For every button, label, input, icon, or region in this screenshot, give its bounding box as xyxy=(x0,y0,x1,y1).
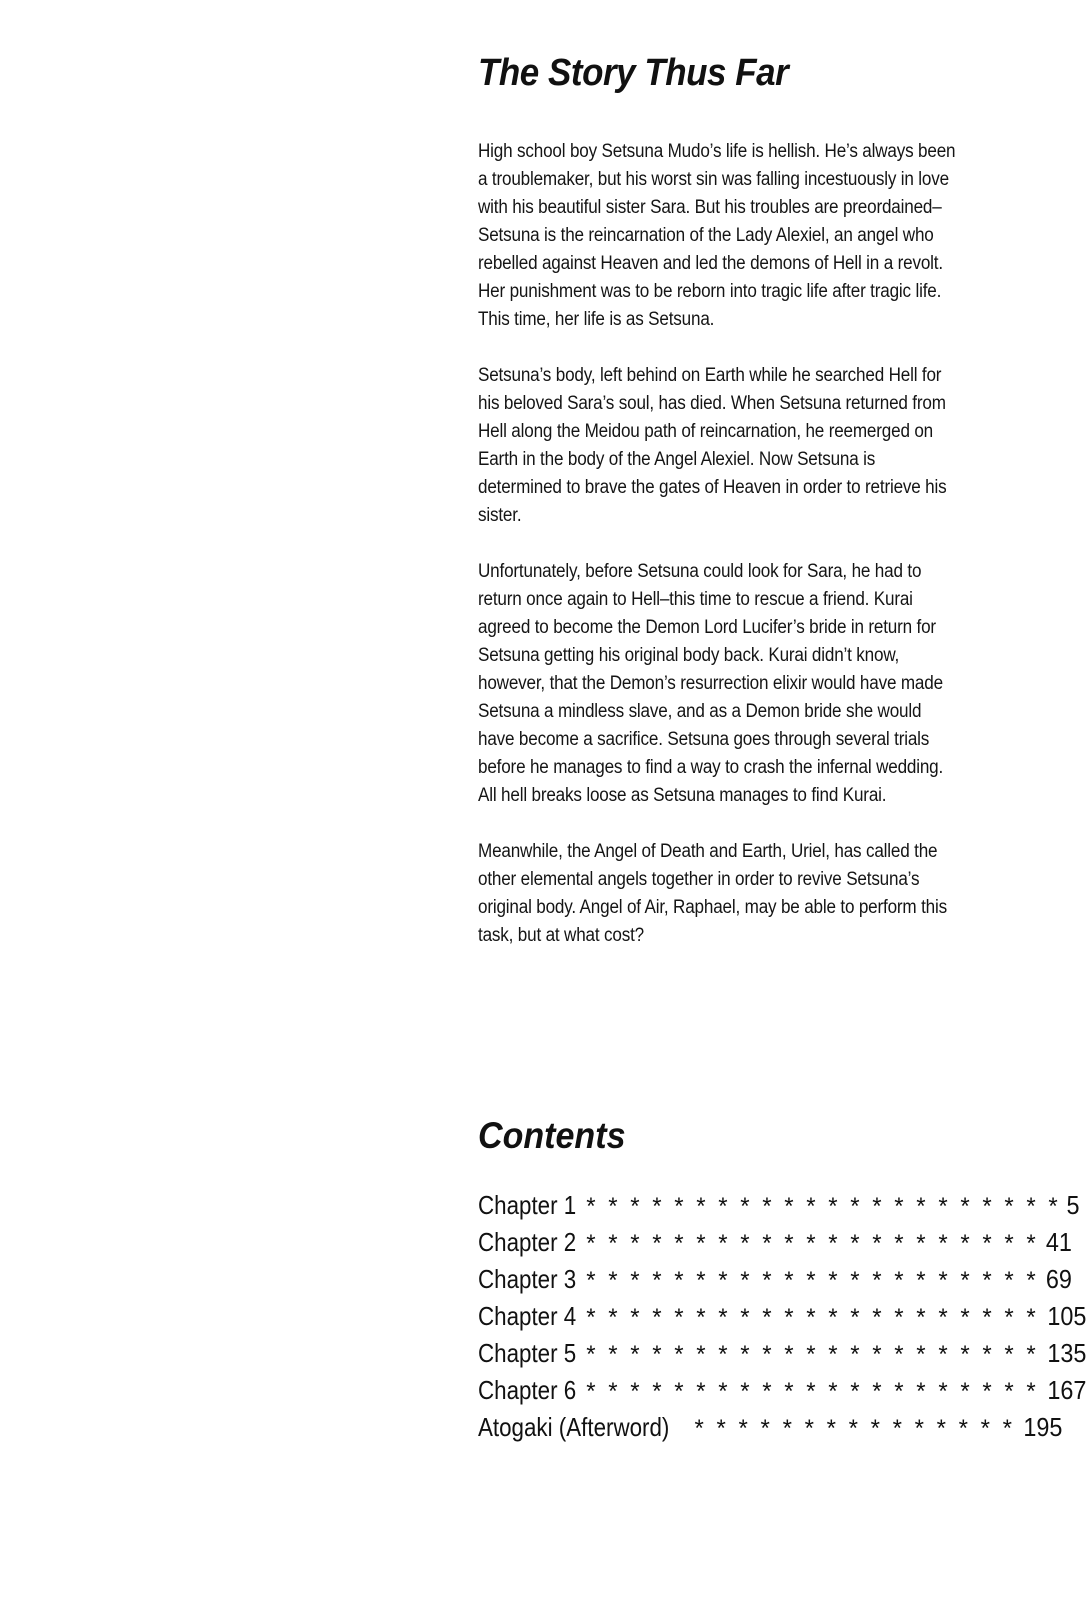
story-title: The Story Thus Far xyxy=(478,52,789,94)
toc-entry-label: Chapter 4 xyxy=(478,1301,577,1331)
toc-dot-leader: * * * * * * * * * * * * * * * xyxy=(694,1415,1015,1442)
story-paragraph: Unfortunately, before Setsuna could look for Sara, he had to return once again to Hell–this time to rescue a friend. Kurai agreed to become the Demon Lord Lucifer’s bride in return for Setsuna getting his original body back. Kurai didn’t know, however, that the Demon’s resurrection elixir would have made Setsuna a mindless slave, and as a Demon bride she would have become a sacrifice. Setsuna goes through several trials before he manages to find a way to crash the infernal wedding. All hell breaks loose as Setsuna manages to find Kurai. xyxy=(478,561,944,806)
toc-page-number: 41 xyxy=(1045,1227,1072,1257)
toc-entry-afterword xyxy=(478,1412,1063,1449)
toc-entry-label: Atogaki (Afterword) xyxy=(478,1412,670,1442)
toc-page-number: 105 xyxy=(1047,1301,1086,1331)
toc-dot-leader: * * * * * * * * * * * * * * * * * * * * * xyxy=(586,1341,1039,1368)
toc-entry-chapter-3 xyxy=(478,1264,1072,1301)
toc-page-number: 135 xyxy=(1047,1338,1086,1368)
toc-entry-chapter-4 xyxy=(478,1301,1086,1338)
table-of-contents xyxy=(478,1190,1086,1449)
toc-entry-chapter-2 xyxy=(478,1227,1072,1264)
toc-entry-chapter-1 xyxy=(478,1190,1080,1227)
contents-title: Contents xyxy=(478,1115,626,1156)
toc-page-number: 167 xyxy=(1047,1375,1086,1405)
toc-entry-chapter-5 xyxy=(478,1338,1086,1375)
story-paragraph: Setsuna’s body, left behind on Earth while he searched Hell for his beloved Sara’s soul, has died. When Setsuna returned from Hell along the Meidou path of reincarnation, he reemerged on Earth in the body of the Angel Alexiel. Now Setsuna is determined to brave the gates of Heaven in order to retrieve his sister. xyxy=(478,365,947,526)
toc-page-number: 195 xyxy=(1023,1412,1063,1442)
toc-page-number: 69 xyxy=(1045,1264,1072,1294)
toc-dot-leader: * * * * * * * * * * * * * * * * * * * * * * xyxy=(586,1193,1061,1220)
story-paragraph: High school boy Setsuna Mudo’s life is hellish. He’s always been a troublemaker, but his worst sin was falling incestuously in love with his beautiful sister Sara. But his troubles are preordained–Setsuna is the reincarnation of the Lady Alexiel, an angel who rebelled against Heaven and led the demons of Hell in a revolt. Her punishment was to be reborn into tragic life after tragic life. This time, her life is as Setsuna. xyxy=(478,141,956,330)
toc-entry-label: Chapter 5 xyxy=(478,1338,577,1368)
toc-dot-leader: * * * * * * * * * * * * * * * * * * * * * xyxy=(586,1378,1039,1405)
toc-entry-label: Chapter 1 xyxy=(478,1190,577,1220)
toc-entry-label: Chapter 6 xyxy=(478,1375,577,1405)
toc-entry-label: Chapter 3 xyxy=(478,1264,577,1294)
toc-dot-leader: * * * * * * * * * * * * * * * * * * * * * xyxy=(586,1304,1039,1331)
toc-entry-label: Chapter 2 xyxy=(478,1227,577,1257)
toc-entry-chapter-6 xyxy=(478,1375,1086,1412)
toc-dot-leader: * * * * * * * * * * * * * * * * * * * * * xyxy=(586,1230,1039,1257)
toc-page-number: 5 xyxy=(1066,1190,1080,1220)
toc-dot-leader: * * * * * * * * * * * * * * * * * * * * * xyxy=(586,1267,1039,1294)
story-paragraph: Meanwhile, the Angel of Death and Earth, Uriel, has called the other elemental angels together in order to revive Setsuna’s original body. Angel of Air, Raphael, may be able to perform this task, but at what cost? xyxy=(478,841,947,946)
story-summary xyxy=(478,138,998,978)
